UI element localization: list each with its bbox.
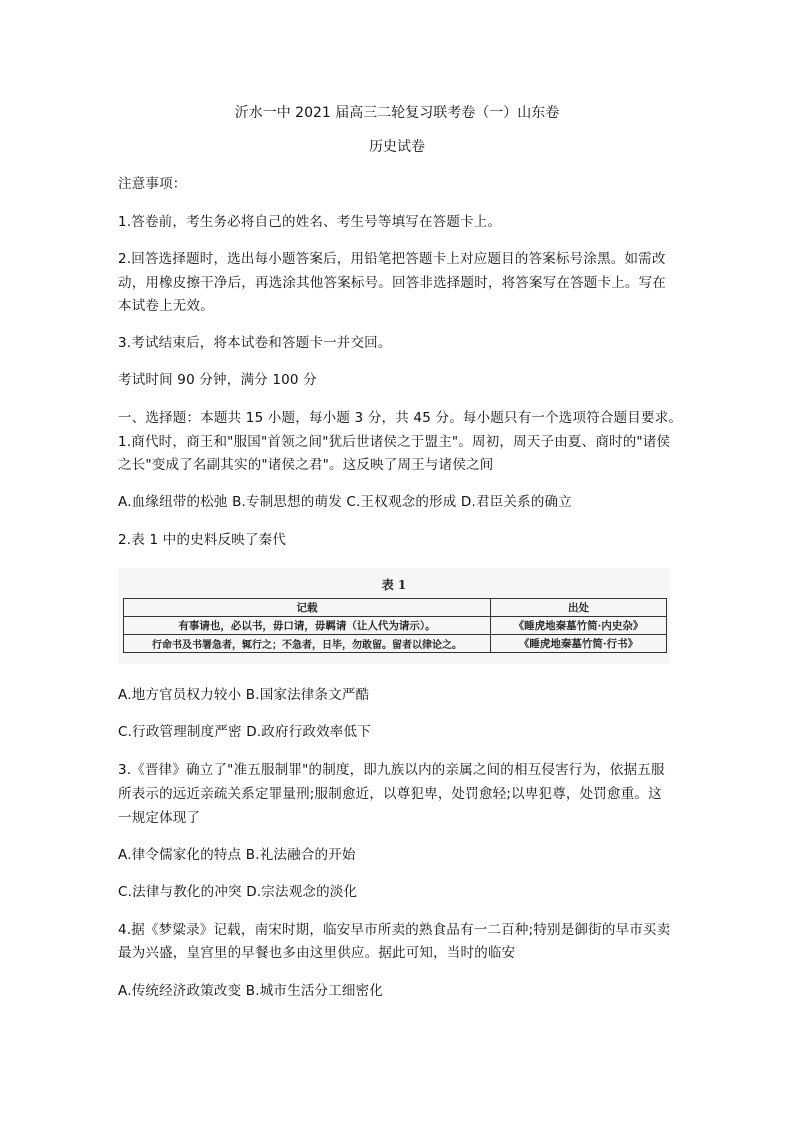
q3-options-line-1: A.律令儒家化的特点 B.礼法融合的开始: [118, 847, 356, 863]
q3-line-3: 一规定体现了: [118, 810, 201, 826]
exam-time: 考试时间 90 分钟，满分 100 分: [118, 372, 317, 388]
table-header-row: [124, 599, 667, 617]
table-cell-source: 《睡虎地秦墓竹简·行书》: [491, 635, 667, 653]
table-figure: [118, 568, 670, 664]
notice-item-1: 1.答卷前，考生务必将自己的姓名、考生号等填写在答题卡上。: [118, 214, 502, 230]
q1-line-1: 1.商代时，商王和"服国"首领之间"犹后世诸侯之于盟主"。周初，周天子由夏、商时的"诸侯: [118, 434, 671, 450]
exam-subtitle: 历史试卷: [369, 139, 425, 155]
notice-heading: 注意事项：: [118, 176, 187, 192]
q2-options-line-2: C.行政管理制度严密 D.政府行政效率低下: [118, 724, 371, 740]
table-row: [124, 617, 667, 635]
table-cell-record: 有事请也，必以书，毋口请，毋羁请（让人代为请示）。: [124, 617, 491, 635]
table-header-record: 记载: [124, 599, 491, 617]
history-table: [123, 598, 667, 653]
q3-options-line-2: C.法律与教化的冲突 D.宗法观念的淡化: [118, 884, 358, 900]
table-cell-record: 行命书及书署急者，辄行之；不急者，日毕，勿敢留。留者以律论之。: [124, 635, 491, 653]
notice-item-2-line-3: 本试卷上无效。: [118, 298, 214, 314]
table-cell-source: 《睡虎地秦墓竹简·内史杂》: [491, 617, 667, 635]
q3-line-1: 3.《晋律》确立了"准五服制罪"的制度，即九族以内的亲属之间的相互侵害行为，依据五服: [118, 762, 665, 778]
q4-line-2: 最为兴盛，皇宫里的早餐也多由这里供应。据此可知，当时的临安: [118, 945, 516, 961]
exam-title: 沂水一中 2021 届高三二轮复习联考卷（一）山东卷: [234, 105, 560, 121]
notice-item-2-line-2: 动，用橡皮擦干净后，再选涂其他答案标号。回答非选择题时，将答案写在答题卡上。写在: [118, 275, 666, 291]
q2-stem: 2.表 1 中的史料反映了秦代: [118, 532, 287, 548]
q2-options-line-1: A.地方官员权力较小 B.国家法律条文严酷: [118, 687, 370, 703]
section-heading: 一、选择题：本题共 15 小题，每小题 3 分，共 45 分。每小题只有一个选项符合题目要求。: [118, 410, 683, 426]
q1-line-2: 之长"变成了名副其实的"诸侯之君"。这反映了周王与诸侯之间: [118, 457, 494, 473]
table-caption: 表 1: [381, 578, 407, 592]
notice-item-3: 3.考试结束后，将本试卷和答题卡一并交回。: [118, 335, 392, 351]
q1-options: A.血缘纽带的松弛 B.专制思想的萌发 C.王权观念的形成 D.君臣关系的确立: [118, 494, 572, 510]
q4-options-line-1: A.传统经济政策改变 B.城市生活分工细密化: [118, 983, 384, 999]
notice-item-2-line-1: 2.回答选择题时，选出每小题答案后，用铅笔把答题卡上对应题目的答案标号涂黑。如需改: [118, 251, 666, 267]
q4-line-1: 4.据《梦粱录》记载，南宋时期，临安早市所卖的熟食品有一二百种;特别是御街的早市买卖: [118, 922, 671, 938]
table-header-source: 出处: [491, 599, 667, 617]
table-row: [124, 635, 667, 653]
q3-line-2: 所表示的远近亲疏关系定罪量刑;服制愈近，以尊犯卑，处罚愈轻;以卑犯尊，处罚愈重。这: [118, 786, 662, 802]
